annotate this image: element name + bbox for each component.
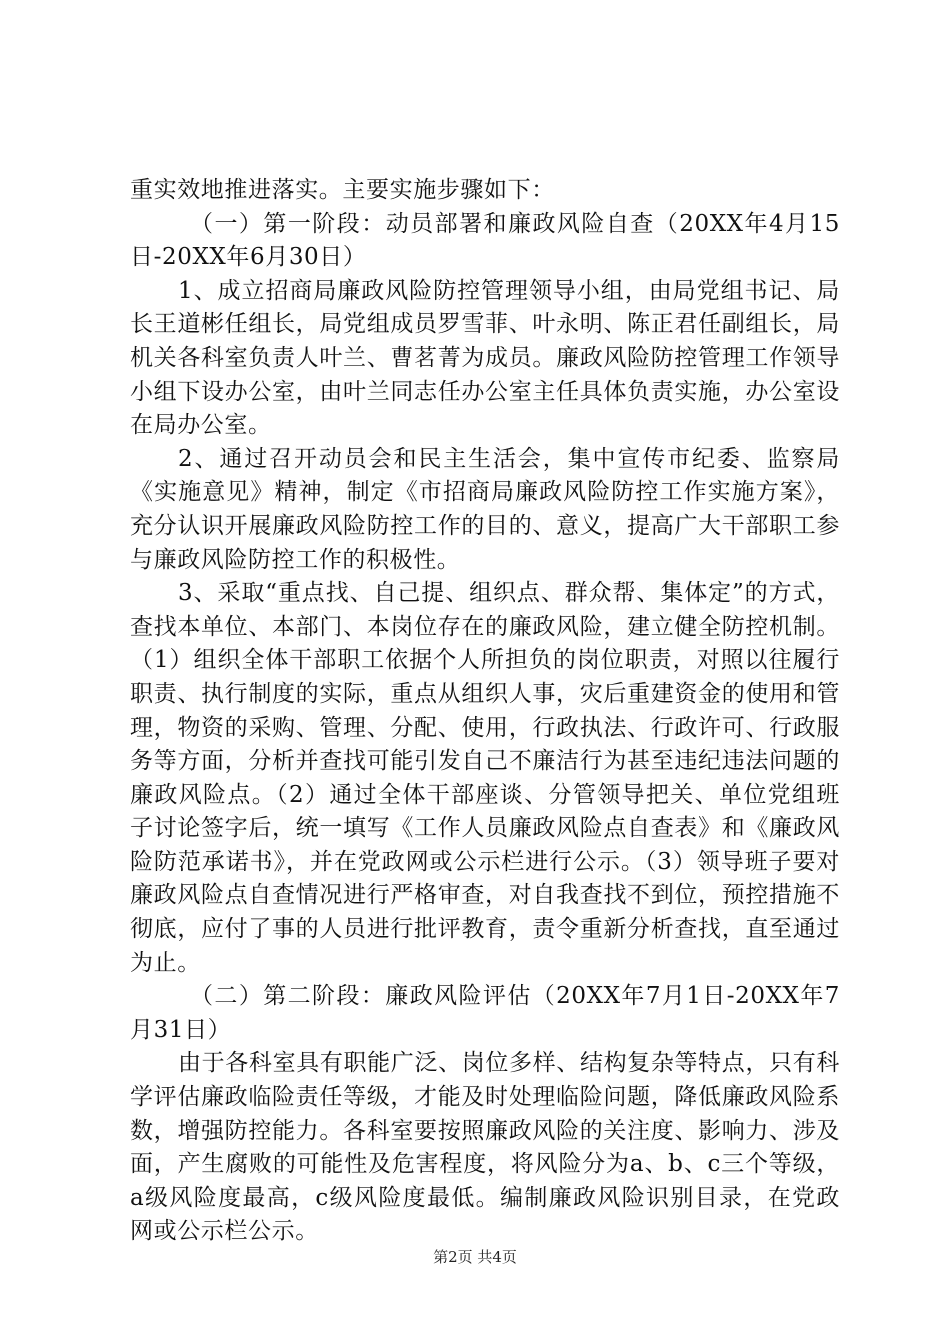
paragraph-item-1: 1、成立招商局廉政风险防控管理领导小组，由局党组书记、局长王道彬任组长，局党组成员罗雪菲、叶永明、陈正君任副组长，局机关各科室负责人叶兰、曹茗菁为成员。廉政风险防控管理工作领导小组下设办公室，由叶兰同志任办公室主任具体负责实施，办公室设在局办公室。 xyxy=(130,277,840,439)
page-number: 第2页 共4页 xyxy=(433,1248,517,1266)
heading-stage-one: （一）第一阶段：动员部署和廉政风险自查（20XX年4月15日-20XX年6月30日） xyxy=(130,210,840,271)
document-body xyxy=(130,174,840,1249)
heading-stage-two: （二）第二阶段：廉政风险评估（20XX年7月1日-20XX年7月31日） xyxy=(130,983,840,1043)
paragraph-stage-two: 由于各科室具有职能广泛、岗位多样、结构复杂等特点，只有科学评估廉政临险责任等级，才能及时处理临险问题，降低廉政风险系数，增强防控能力。各科室要按照廉政风险的关注度、影响力、涉及面，产生腐败的可能性及危害程度，将风险分为a、b、c三个等级，a级风险度最高，c级风险度最低。编制廉政风险识别目录，在党政网或公示栏公示。 xyxy=(130,1050,840,1245)
paragraph-item-2: 2、通过召开动员会和民主生活会，集中宣传市纪委、监察局《实施意见》精神，制定《市招商局廉政风险防控工作实施方案》，充分认识开展廉政风险防控工作的目的、意义，提高广大干部职工参与廉政风险防控工作的积极性。 xyxy=(130,445,840,573)
paragraph-intro: 重实效地推进落实。主要实施步骤如下： xyxy=(130,177,555,203)
paragraph-item-3: 3、采取“重点找、自己提、组织点、群众帮、集体定”的方式，查找本单位、本部门、本岗位存在的廉政风险，建立健全防控机制。（1）组织全体干部职工依据个人所担负的岗位职责，对照以往履行职责、执行制度的实际，重点从组织人事，灾后重建资金的使用和管理，物资的采购、管理、分配、使用，行政执法、行政许可、行政服务等方面，分析并查找可能引发自己不廉洁行为甚至违纪违法问题的廉政风险点。（2）通过全体干部座谈、分管领导把关、单位党组班子讨论签字后，统一填写《工作人员廉政风险点自查表》和《廉政风险防范承诺书》，并在党政网或公示栏进行公示。（3）领导班子要对廉政风险点自查情况进行严格审查，对自我查找不到位，预控措施不彻底，应付了事的人员进行批评教育，责令重新分析查找，直至通过为止。 xyxy=(130,580,840,976)
